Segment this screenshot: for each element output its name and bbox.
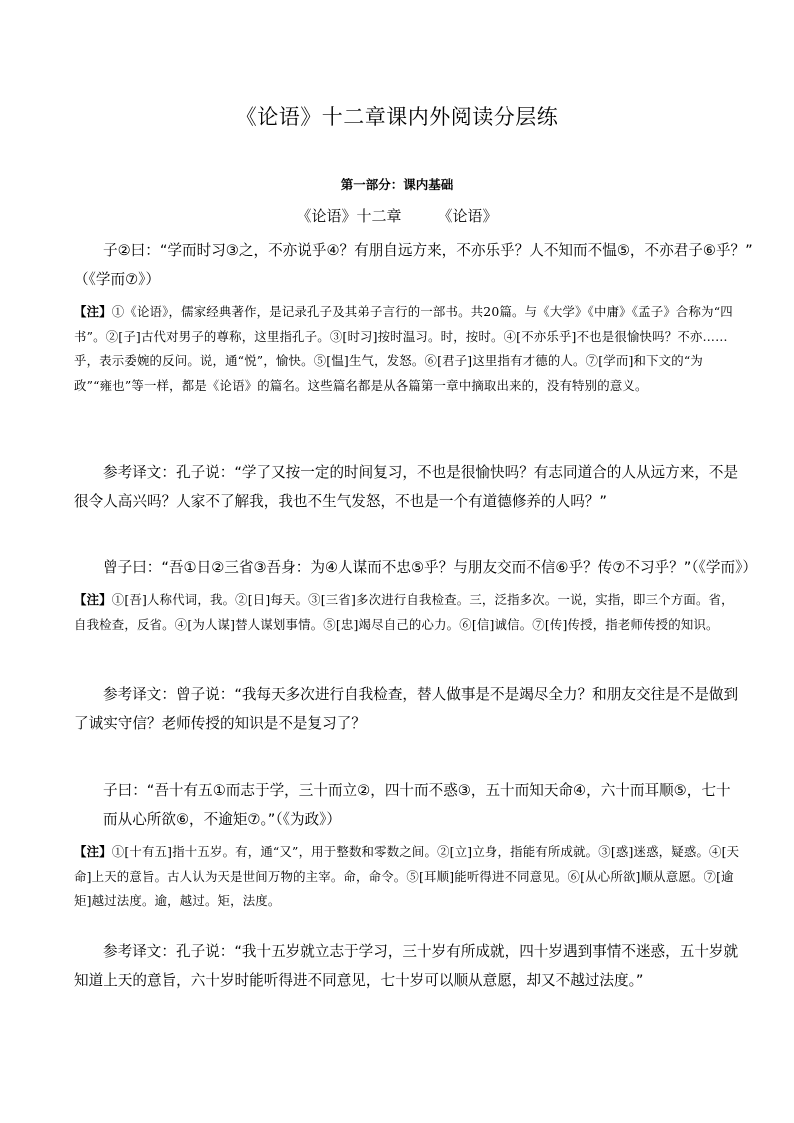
passage-3-note (74, 840, 740, 914)
passage-1-note (74, 300, 740, 398)
passage-1-note-text: ①《论语》，儒家经典著作，是记录孔子及其弟子言行的一部书。共20篇。与《大学》《中庸》《孟子》合称为“四书”。②[子]古代对男子的尊称，这里指孔子。③[时习]按时温习。时，按时。④[不亦乐乎]不也是很愉快吗？不亦……乎，表示委婉的反问。说，通“悦”，愉快。⑤[愠]生气，发怒。⑥[君子]这里指有才德的人。⑦[学而]和下文的“为政”“雍也”等一样，都是《论语》的篇名。这些篇名都是从各篇第一章中摘取出来的，没有特别的意义。 (74, 304, 733, 393)
passage-2-translation: 参考译文：曾子说：“我每天多次进行自我检查，替人做事是不是竭尽全力？和朋友交往是不是做到了诚实守信？老师传授的知识是不是复习了？ (74, 686, 739, 732)
passage-3-translation: 参考译文：孔子说：“我十五岁就立志于学习，三十岁有所成就，四十岁遇到事情不迷惑，五十岁就知道上天的意旨，六十岁时能听得进不同意见，七十岁可以顺从意愿，却又不越过法度。” (74, 943, 739, 989)
passage-1-translation: 参考译文：孔子说：“学了又按一定的时间复习，不也是很愉快吗？有志同道合的人从远方来，不是很令人高兴吗？人家不了解我，我也不生气发怒，不也是一个有道德修养的人吗？” (74, 464, 739, 510)
subtitle (0, 205, 794, 227)
passage-3-source (74, 776, 740, 834)
passage-2-note-tag: 【注】 (74, 592, 112, 607)
section-title: 第一部分：课内基础 (340, 177, 454, 192)
passage-1-source-citation: （《学而⑦》） (74, 271, 161, 288)
document-title: 《论语》十二章课内外阅读分层练 (235, 105, 559, 129)
passage-2-source-text: 曾子曰：“吾①日②三省③吾身：为④人谋而不忠⑤乎？与朋友交而不信⑥乎？传⑦不习乎？”（《学而》） (103, 559, 757, 576)
passage-3-note-text: ①[十有五]指十五岁。有，通“又”，用于整数和零数之间。②[立]立身，指能有所成就。③[惑]迷惑，疑惑。④[天命]上天的意旨。古人认为天是世间万物的主宰。命，命令。⑤[耳顺]能听得进不同意见。⑥[从心所欲]顺从意愿。⑦[逾矩]越过法度。逾，越过。矩，法度。 (74, 844, 740, 908)
passage-2-note-text: ①[吾]人称代词，我。②[日]每天。③[三省]多次进行自我检查。三，泛指多次。一说，实指，即三个方面。省，自我检查，反省。④[为人谋]替人谋划事情。⑤[忠]竭尽自己的心力。⑥[信]诚信。⑦[传]传授，指老师传授的知识。 (74, 592, 734, 632)
passage-2-source (74, 553, 757, 582)
passage-1-note-tag: 【注】 (74, 304, 112, 319)
passage-3-note-tag: 【注】 (74, 844, 112, 859)
passage-1-source-text: 子②曰：“学而时习③之，不亦说乎④？有朋自远方来，不亦乐乎？人不知而不愠⑤，不亦君子⑥乎？” (103, 242, 753, 259)
passage-2-note (74, 588, 740, 637)
passage-3-source-text: 子曰：“吾十有五①而志于学，三十而立②，四十而不惑③，五十而知天命④，六十而耳顺⑤，七十而从心所欲⑥，不逾矩⑦。”（《为政》） (103, 782, 731, 828)
subtitle-right: 《论语》 (437, 207, 498, 225)
subtitle-left: 《论语》十二章 (296, 207, 402, 225)
passage-1-source (74, 236, 753, 294)
